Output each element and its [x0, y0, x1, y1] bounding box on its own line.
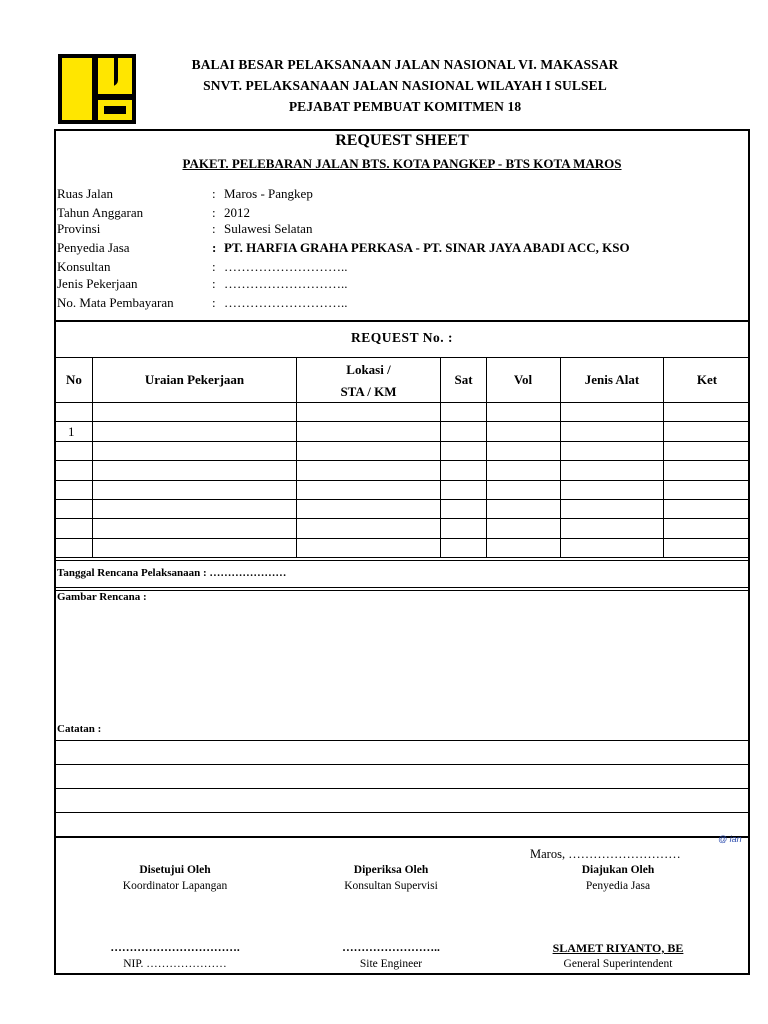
info-value-no-mata-pembayaran: ………………………..	[224, 295, 348, 310]
pu-logo	[58, 54, 136, 124]
info-label-penyedia-jasa: Penyedia Jasa	[57, 240, 130, 255]
notes-line	[56, 764, 750, 765]
info-sep: :	[212, 205, 216, 220]
table-row-line	[56, 518, 750, 519]
sig-col1-name: …………………………….	[110, 942, 240, 954]
table-col-line	[486, 357, 487, 557]
divider	[56, 357, 750, 358]
info-label-ruas-jalan: Ruas Jalan	[57, 186, 113, 201]
info-value-ruas-jalan: Maros - Pangkep	[224, 186, 313, 201]
table-row-line	[56, 460, 750, 461]
table-row-line	[56, 421, 750, 422]
table-row-line	[56, 557, 750, 558]
sig-col1-role: Disetujui Oleh	[139, 864, 211, 876]
table-col-line	[92, 357, 93, 557]
header-line-1: BALAI BESAR PELAKSANAAN JALAN NASIONAL VI. MAKASSAR	[191, 57, 619, 72]
sheet-title: REQUEST SHEET	[335, 132, 469, 149]
info-label-tahun-anggaran: Tahun Anggaran	[57, 205, 144, 220]
notes-line	[56, 740, 750, 741]
divider	[56, 587, 750, 588]
table-header-jenis-alat: Jenis Alat	[584, 372, 640, 387]
info-sep: :	[212, 186, 216, 201]
info-sep: :	[212, 240, 217, 255]
sig-col1-title: Koordinator Lapangan	[122, 880, 228, 892]
divider	[56, 560, 750, 561]
info-sep: :	[212, 259, 216, 274]
notes-line	[56, 812, 750, 813]
table-header-lokasi: Lokasi /	[346, 362, 391, 377]
table-header-sta-km: STA / KM	[340, 384, 397, 399]
info-sep: :	[212, 276, 216, 291]
notes-line	[56, 788, 750, 789]
gambar-rencana-label: Gambar Rencana :	[57, 591, 147, 603]
divider	[56, 590, 750, 591]
table-col-line	[440, 357, 441, 557]
info-value-penyedia-jasa: PT. HARFIA GRAHA PERKASA - PT. SINAR JAYA ABADI ACC, KSO	[224, 240, 630, 255]
table-row-line	[56, 441, 750, 442]
info-sep: :	[212, 295, 216, 310]
table-header-vol: Vol	[513, 372, 533, 387]
sig-col2-position: Site Engineer	[359, 958, 423, 970]
info-value-jenis-pekerjaan: ………………………..	[224, 276, 348, 291]
request-no-label: REQUEST No. :	[351, 330, 453, 345]
tanggal-rencana-label: Tanggal Rencana Pelaksanaan : …………………	[57, 567, 287, 579]
info-label-no-mata-pembayaran: No. Mata Pembayaran	[57, 295, 174, 310]
info-value-tahun-anggaran: 2012	[224, 205, 250, 220]
header-line-2: SNVT. PELAKSANAAN JALAN NASIONAL WILAYAH I SULSEL	[203, 78, 607, 93]
sig-col1-position: NIP. …………………	[123, 958, 227, 970]
info-label-provinsi: Provinsi	[57, 221, 101, 236]
info-value-konsultan: ………………………..	[224, 259, 348, 274]
info-value-provinsi: Sulawesi Selatan	[224, 221, 313, 236]
place-date: Maros, ………………………	[530, 847, 681, 861]
divider	[56, 320, 750, 322]
table-header-ket: Ket	[696, 372, 718, 387]
divider	[56, 836, 750, 838]
table-header-no: No	[66, 372, 82, 387]
table-row-line	[56, 480, 750, 481]
table-col-line	[560, 357, 561, 557]
table-col-line	[663, 357, 664, 557]
sig-col3-name: SLAMET RIYANTO, BE	[552, 941, 684, 955]
sig-col2-name: ……………………..	[342, 942, 440, 954]
table-col-line	[296, 357, 297, 557]
sig-col3-position: General Superintendent	[563, 958, 673, 970]
table-header-sat: Sat	[454, 372, 473, 387]
sig-col3-title: Penyedia Jasa	[585, 880, 651, 892]
header-line-3: PEJABAT PEMBUAT KOMITMEN 18	[288, 99, 522, 114]
watermark: @ ian	[718, 834, 742, 844]
table-cell-no: 1	[68, 424, 75, 439]
sig-col2-title: Konsultan Supervisi	[344, 880, 438, 892]
table-row-line	[56, 402, 750, 403]
package-name: PAKET. PELEBARAN JALAN BTS. KOTA PANGKEP - BTS KOTA MAROS	[182, 156, 622, 171]
sig-col2-role: Diperiksa Oleh	[353, 864, 429, 876]
info-label-jenis-pekerjaan: Jenis Pekerjaan	[57, 276, 138, 291]
info-label-konsultan: Konsultan	[57, 259, 111, 274]
catatan-label: Catatan :	[57, 723, 102, 735]
table-row-line	[56, 499, 750, 500]
info-sep: :	[212, 221, 216, 236]
table-row-line	[56, 538, 750, 539]
sig-col3-role: Diajukan Oleh	[581, 864, 655, 876]
table-header-uraian: Uraian Pekerjaan	[144, 372, 245, 387]
